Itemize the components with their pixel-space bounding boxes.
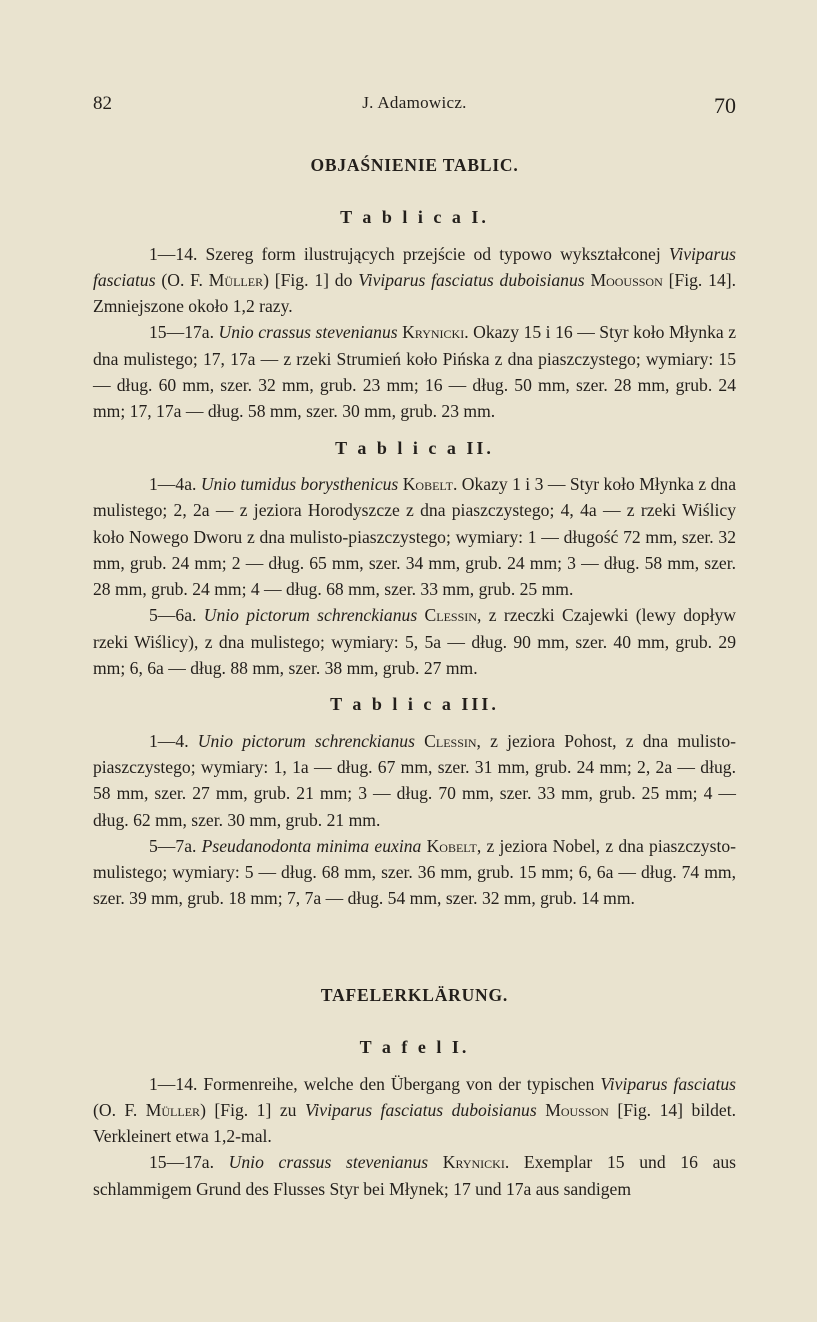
plate-2-entry-1: 1—4a. Unio tumidus borysthenicus Kobelt. Okazy 1 i 3 — Styr koło Młynka z dna mulistego; 2, 2a — z jeziora Horodyszcze z dna piaszczystego; 4, 4a — z rzeki Wiślicy koło Nowego Dworu z dna mulisto-piaszczystego; wymiary: 1 — długość 72 mm, szer. 32 mm, grub. 24 mm; 2 — dług. 65 mm, szer. 34 mm, grub. 24 mm; 3 — dług. 58 mm, szer. 28 mm, grub. 24 mm; 4 — dług. 68 mm, szer. 33 mm, grub. 25 mm. [93,473,737,600]
plate-3-title: T a b l i c a III. [330,694,499,715]
german-section [93,982,736,1202]
plate-3-entry-2: 5—7a. Pseudanodonta minima euxina Kobelt, z jeziora Nobel, z dna piaszczysto-mulistego; wymiary: 5 — dług. 68 mm, szer. 36 mm, grub. 15 mm; 6, 6a — dług. 74 mm, szer. 39 mm, grub. 18 mm; 7, 7a — dług. 54 mm, szer. 32 mm, grub. 14 mm. [93,835,736,909]
plate-2-entry-2: 5—6a. Unio pictorum schrenckianus Clessin, z rzeczki Czajewki (lewy dopływ rzeki Wiślicy), z dna mulistego; wymiary: 5, 5a — dług. 90 mm, szer. 40 mm, grub. 29 mm; 6, 6a — dług. 88 mm, szer. 38 mm, grub. 27 mm. [93,605,736,679]
plate-2-title: T a b l i c a II. [335,437,494,458]
plate-1-entry-1: 1—14. Szereg form ilustrujących przejście od typowo wykształconej Viviparus fasciatus (O. F. Müller) [Fig. 1] do Viviparus fasciatus duboisianus Moousson [Fig. 14]. Zmniejszone około 1,2 razy. [93,243,736,317]
tafel-1-entry-1: 1—14. Formenreihe, welche den Übergang von der typischen Viviparus fasciatus (O. F. Müller) [Fig. 1] zu Viviparus fasciatus duboisianus Mousson [Fig. 14] bildet. Verkleinert etwa 1,2-mal. [93,1073,737,1147]
plate-1-entry-2: 15—17a. Unio crassus stevenianus Krynicki. Okazy 15 i 16 — Styr koło Młynka z dna mulistego; 17, 17a — z rzeki Strumień koło Pińska z dna piaszczystego; wymiary: 15 — dług. 60 mm, szer. 32 mm, grub. 23 mm; 16 — dług. 50 mm, szer. 28 mm, grub. 24 mm; 17, 17a — dług. 58 mm, szer. 30 mm, grub. 23 mm. [93,322,737,422]
plate-3-entry-1: 1—4. Unio pictorum schrenckianus Clessin, z jeziora Pohost, z dna mulisto-piaszczystego; wymiary: 1, 1a — dług. 67 mm, szer. 31 mm, grub. 24 mm; 2, 2a — dług. 58 mm, szer. 27 mm, grub. 21 mm; 3 — dług. 70 mm, szer. 33 mm, grub. 25 mm; 4 — dług. 62 mm, szer. 30 mm, grub. 21 mm. [93,730,736,830]
author-name: J. Adamowicz. [362,93,467,112]
section-title-polish: OBJAŚNIENIE TABLIC. [310,155,519,175]
polish-section [93,152,736,912]
section-title-german: TAFELERKLÄRUNG. [320,985,509,1005]
tafel-1-title: T a f e l I. [359,1037,470,1058]
tafel-1-entry-2: 15—17a. Unio crassus stevenianus Krynicki. Exemplar 15 und 16 aus schlammigem Grund des Flusses Styr bei Młynek; 17 und 17a aus sandigem [93,1152,737,1199]
page-number-right: 70 [714,93,736,118]
running-head [93,93,736,121]
page-number-left: 82 [93,93,112,114]
plate-1-title: T a b l i c a I. [340,207,489,228]
